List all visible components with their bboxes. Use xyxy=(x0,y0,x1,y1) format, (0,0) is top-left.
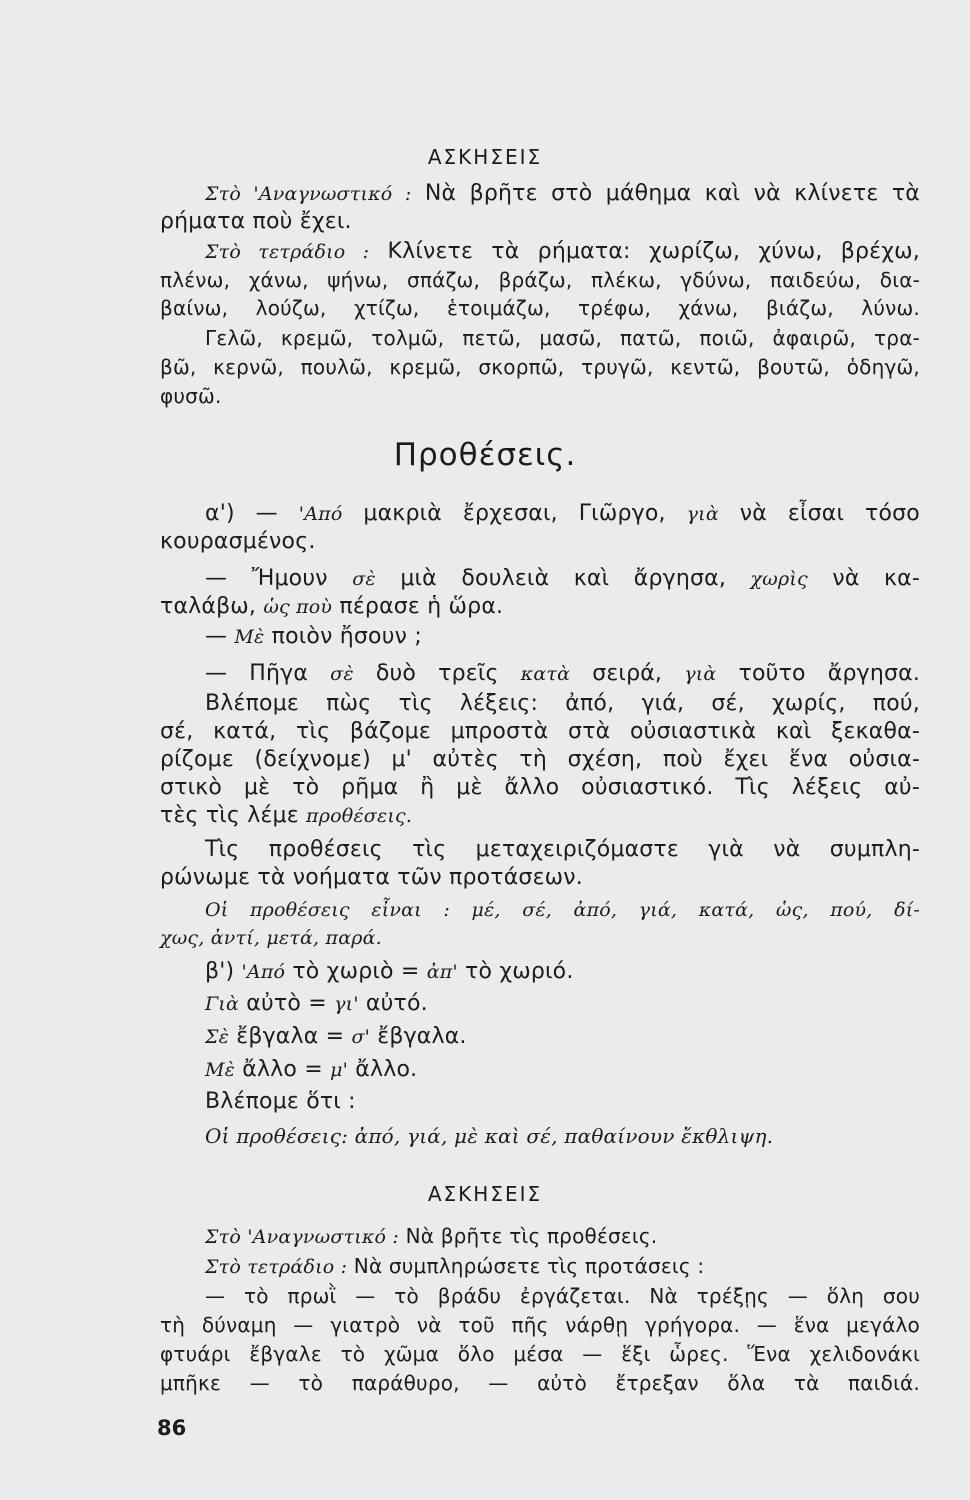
text-line: βῶ, κερνῶ, πουλῶ, κρεμῶ, σκορπῶ, τρυγῶ, κεντῶ, βουτῶ, ὁδηγῶ, xyxy=(160,355,920,379)
notebook-label: Στὸ τετράδιο : xyxy=(205,1256,348,1278)
dialogue-line: — Ἤμουν σὲ μιὰ δουλειὰ καὶ ἄργησα, χωρὶς νὰ κα- xyxy=(205,566,921,591)
text-line: βαίνω, λούζω, χτίζω, ἑτοιμάζω, τρέφω, χάνω, βιάζω, λύνω. xyxy=(160,296,920,320)
reading-exercise xyxy=(205,1222,920,1251)
text-line: ταλάβω, ὡς ποὺ πέρασε ἡ ὥρα. xyxy=(160,594,504,619)
elision-example: β') 'Από τὸ χωριὸ = ἀπ' τὸ χωριό. xyxy=(205,959,574,984)
dialogue-line: — Πῆγα σὲ δυὸ τρεῖς κατὰ σειρά, γιὰ τοῦτο ἄργησα. xyxy=(205,661,921,686)
text-line: — τὸ πρωῒ — τὸ βράδυ ἐργάζεται. Νὰ τρέξῃς — ὅλη σου xyxy=(205,1284,920,1308)
text-line: Βλέπομε ὅτι : xyxy=(205,1089,356,1114)
text-line: φτυάρι ἔβγαλε τὸ χῶμα ὅλο μέσα — ἕξι ὧρες. Ἕνα χελιδονάκι xyxy=(160,1342,920,1366)
reading-label: Στὸ 'Αναγνωστικό : xyxy=(205,183,412,205)
notebook-label: Στὸ τετράδιο : xyxy=(205,241,370,263)
text-line: κουρασμένος. xyxy=(160,529,316,554)
text-line: χως, ἀντί, μετά, παρά. xyxy=(160,927,382,949)
notebook-exercise xyxy=(205,1252,920,1281)
dialogue-line: α') — 'Από μακριὰ ἔρχεσαι, Γιῶργο, γιὰ νὰ εἶσαι τόσο xyxy=(205,501,920,526)
elision-example: Μὲ ἄλλο = μ' ἄλλο. xyxy=(205,1057,418,1082)
reading-label: Στὸ 'Αναγνωστικό : xyxy=(205,1226,400,1248)
text-line: τὲς τὶς λέμε προθέσεις. xyxy=(160,803,413,828)
section-title: Προθέσεις. xyxy=(393,437,577,473)
text-line: ρίζομε (δείχνομε) μ' αὐτὲς τὴ σχέση, ποὺ ἔχει ἕνα οὐσια- xyxy=(160,747,920,772)
exercises-heading: ΑΣΚΗΣΕΙΣ xyxy=(427,145,543,169)
conclusion-line: Οἱ προθέσεις: ἀπό, γιά, μὲ καὶ σέ, παθαίνουν ἔκθλιψη. xyxy=(205,1124,774,1148)
text-line: ρώνωμε τὰ νοήματα τῶν προτάσεων. xyxy=(160,865,583,890)
notebook-exercise xyxy=(205,238,920,266)
text-line: πλένω, χάνω, ψήνω, σπάζω, βράζω, πλέκω, γδύνω, παιδεύω, δια- xyxy=(160,268,920,292)
text-line: τὴ δύναμη — γιατρὸ νὰ τοῦ πῆς νάρθῃ γρήγορα. — ἕνα μεγάλο xyxy=(160,1313,920,1337)
reading-exercise xyxy=(205,180,920,208)
elision-example: Σὲ ἔβγαλα = σ' ἔβγαλα. xyxy=(205,1024,467,1049)
dialogue-line: — Μὲ ποιὸν ἤσουν ; xyxy=(205,624,422,649)
text-line: ρήματα ποὺ ἔχει. xyxy=(160,209,352,234)
text-line: φυσῶ. xyxy=(160,384,222,408)
text-line: Τὶς προθέσεις τὶς μεταχειριζόμαστε γιὰ νὰ συμπλη- xyxy=(205,837,920,862)
text-line: Οἱ προθέσεις εἶναι : μέ, σέ, ἀπό, γιά, κατά, ὡς, πού, δί- xyxy=(205,899,920,921)
notebook-text: Νὰ συμπληρώσετε τὶς προτάσεις : xyxy=(353,1254,705,1278)
page-number: 86 xyxy=(157,1416,187,1440)
text-line: μπῆκε — τὸ παράθυρο, — αὐτὸ ἔτρεξαν ὅλα τὰ παιδιά. xyxy=(160,1371,920,1395)
text-line: σέ, κατά, τὶς βάζομε μπροστὰ στὰ οὐσιαστικὰ καὶ ξεκαθα- xyxy=(160,719,920,744)
text-line: Γελῶ, κρεμῶ, τολμῶ, πετῶ, μασῶ, πατῶ, ποιῶ, ἀφαιρῶ, τρα- xyxy=(205,326,920,350)
elision-example: Γιὰ αὐτὸ = γι' αὐτό. xyxy=(205,991,428,1016)
exercises-heading: ΑΣΚΗΣΕΙΣ xyxy=(427,1182,543,1206)
text-line: Βλέπομε πὼς τὶς λέξεις: ἀπό, γιά, σέ, χωρίς, πού, xyxy=(205,691,920,716)
reading-text: Νὰ βρῆτε στὸ μάθημα καὶ νὰ κλίνετε τὰ xyxy=(424,181,920,206)
text-line: στικὸ μὲ τὸ ρῆμα ἢ μὲ ἄλλο οὐσιαστικό. Τὶς λέξεις αὐ- xyxy=(160,775,920,800)
notebook-text: Κλίνετε τὰ ρήματα: χωρίζω, χύνω, βρέχω, xyxy=(387,239,920,264)
reading-text: Νὰ βρῆτε τὶς προθέσεις. xyxy=(405,1224,658,1248)
